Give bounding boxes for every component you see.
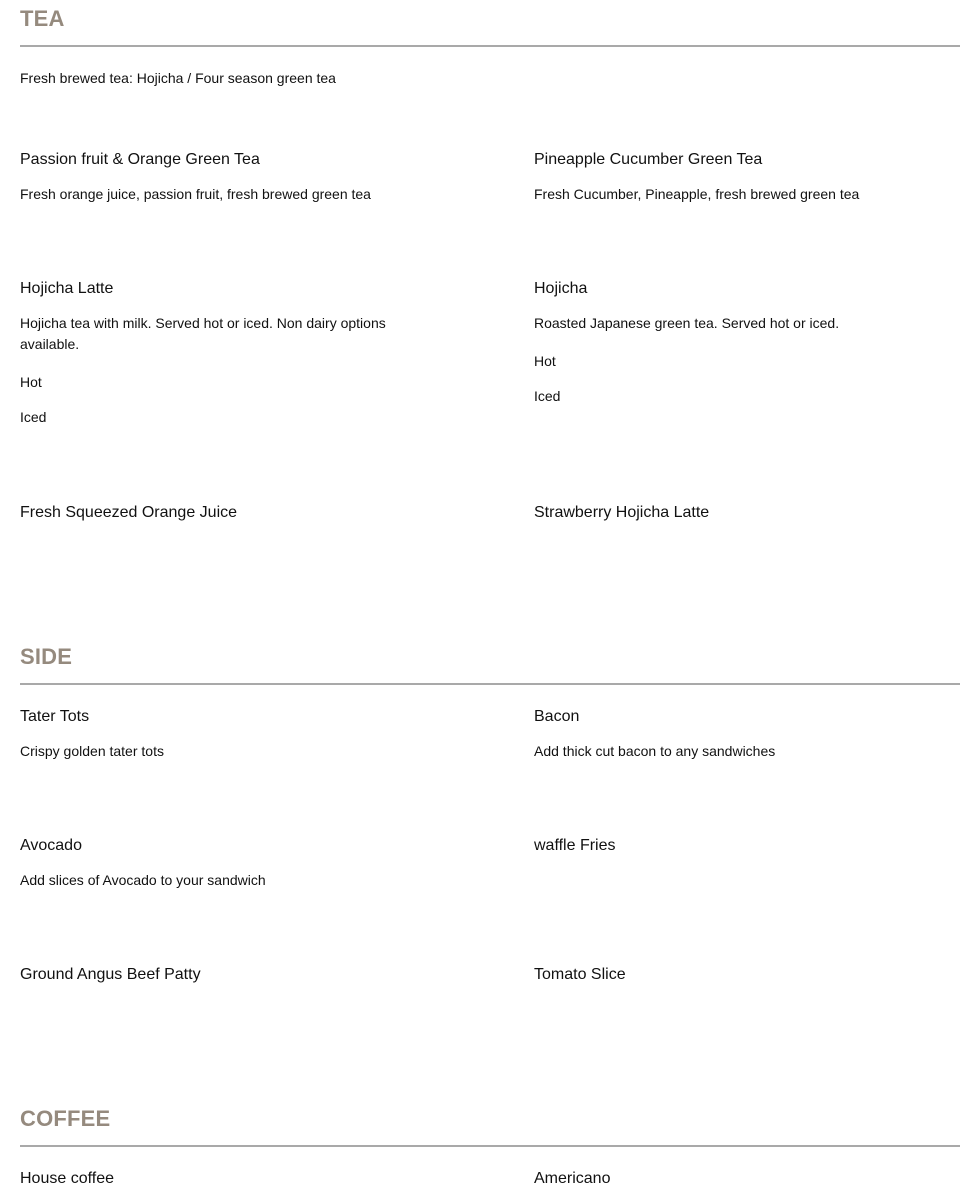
option-iced[interactable]: Iced <box>20 409 47 425</box>
item-name[interactable]: Tater Tots <box>20 708 90 725</box>
menu-item[interactable] <box>534 1169 934 1189</box>
item-name[interactable]: Americano <box>534 1170 611 1187</box>
section-note: Fresh brewed tea: Hojicha / Four season green tea <box>20 70 336 86</box>
item-description: Add slices of Avocado to your sandwich <box>20 872 266 888</box>
menu-item[interactable] <box>20 836 420 891</box>
item-name[interactable]: Bacon <box>534 708 580 725</box>
menu-item[interactable] <box>534 965 934 985</box>
item-name[interactable]: Hojicha <box>534 280 588 297</box>
menu-item[interactable] <box>534 150 934 205</box>
item-name[interactable]: Hojicha Latte <box>20 280 114 297</box>
menu-item[interactable] <box>20 965 420 985</box>
menu-item[interactable] <box>20 1169 420 1189</box>
menu-item[interactable] <box>20 150 420 205</box>
item-description: Roasted Japanese green tea. Served hot or iced. <box>534 315 840 331</box>
item-description: Crispy golden tater tots <box>20 743 164 759</box>
menu-item[interactable] <box>534 503 934 523</box>
menu-item[interactable] <box>20 707 420 762</box>
menu-item[interactable] <box>534 836 934 856</box>
section-title-tea: TEA <box>20 6 65 31</box>
section-divider <box>20 45 960 47</box>
item-name[interactable]: Tomato Slice <box>534 966 626 983</box>
item-name[interactable]: Passion fruit & Orange Green Tea <box>20 151 260 168</box>
option-iced[interactable]: Iced <box>534 388 561 404</box>
item-name[interactable]: Avocado <box>20 837 82 854</box>
item-name[interactable]: Strawberry Hojicha Latte <box>534 504 710 521</box>
item-description: Fresh orange juice, passion fruit, fresh brewed green tea <box>20 186 371 202</box>
section-title-coffee: COFFEE <box>20 1106 111 1131</box>
item-name[interactable]: Ground Angus Beef Patty <box>20 966 201 983</box>
menu-item[interactable] <box>534 279 934 406</box>
section-divider <box>20 1145 960 1147</box>
item-description: Hojicha tea with milk. Served hot or iced. Non dairy options available. <box>20 315 386 352</box>
item-description: Fresh Cucumber, Pineapple, fresh brewed green tea <box>534 186 860 202</box>
menu-item[interactable] <box>534 707 934 762</box>
section-divider <box>20 683 960 685</box>
section-title-side: SIDE <box>20 644 73 669</box>
item-name[interactable]: Pineapple Cucumber Green Tea <box>534 151 763 168</box>
item-name[interactable]: House coffee <box>20 1170 114 1187</box>
item-name[interactable]: Fresh Squeezed Orange Juice <box>20 504 238 521</box>
item-name[interactable]: waffle Fries <box>534 837 616 854</box>
item-description: Add thick cut bacon to any sandwiches <box>534 743 776 759</box>
menu-item[interactable] <box>20 279 410 427</box>
menu-item[interactable] <box>20 503 420 523</box>
option-hot[interactable]: Hot <box>534 353 556 369</box>
option-hot[interactable]: Hot <box>20 374 42 390</box>
